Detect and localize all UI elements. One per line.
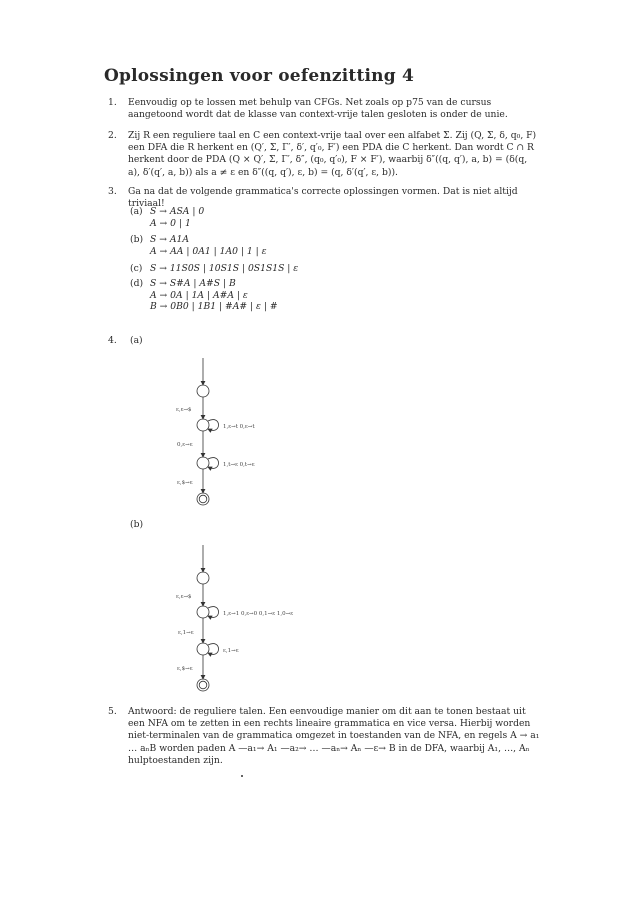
question-text: Eenvoudig op te lossen met behulp van CFGs. Net zoals op p75 van de cursus aangetoond wordt dat de klasse van context-vrije talen gesloten is onder de unie.	[128, 97, 508, 121]
loop-label: ε,1→ε	[223, 648, 239, 654]
pda-diagram-b	[197, 545, 219, 691]
question-text: Ga na dat de volgende grammatica's correcte oplossingen vormen. Dat is niet altijd triviaal!	[128, 186, 518, 210]
state-node	[197, 606, 209, 618]
page-title: Oplossingen voor oefenzitting 4	[104, 66, 414, 86]
grammar-label: (d)	[130, 278, 144, 289]
edge-label: ε,$→ε	[177, 480, 193, 486]
loop-arrow	[208, 458, 219, 469]
loop-label: 1,ε→t 0,ε→t	[223, 424, 255, 430]
grammar-rule: S → A1A	[150, 234, 189, 245]
grammar-rule: S → 11S0S | 10S1S | 0S1S1S | ε	[150, 263, 299, 274]
accept-state-inner	[199, 681, 207, 689]
state-node	[197, 457, 209, 469]
question-text: Antwoord: de reguliere talen. Een eenvoudige manier om dit aan te tonen bestaat uit een NFA om te zetten in een rechts lineaire grammatica en vice versa. Hierbij worden niet-terminalen van de grammatica omgezet in toestanden van de NFA, en regels A → a₁ … aₙB worden paden A —a₁→ A₁ —a₂→ … —aₙ→ Aₙ —ε→ B in de DFA, waarbij A₁, …, Aₙ hulptoestanden zijn.	[128, 706, 540, 766]
loop-arrow	[208, 644, 219, 655]
edge-label: ε,$→ε	[177, 666, 193, 672]
question-number: 1.	[108, 97, 117, 108]
grammar-rule: S → S#A | A#S | B	[150, 278, 236, 289]
loop-arrow	[208, 420, 219, 431]
question-text: Zij R een reguliere taal en C een context-vrije taal over een alfabet Σ. Zij (Q, Σ, δ, q₀, F) een DFA die R herkent en (Q′, Σ, Γ′, δ′, q′₀, F′) een PDA die C herkent. Dan wordt C ∩ R herkent door de PDA (Q × Q′, Σ, Γ′, δ″, (q₀, q′₀), F × F′), waarbij δ″((q, q′), a, b) = (δ(q, a), δ′(q′, a, b)) als a ≠ ε en δ″((q, q′), ε, b) = (q, δ′(q′, ε, b)).	[128, 130, 537, 178]
grammar-rule: B → 0B0 | 1B1 | #A# | ε | #	[150, 301, 278, 313]
stray-mark	[241, 775, 243, 777]
loop-label: 1,ε→1 0,ε→0 0,1→ε 1,0→ε	[223, 611, 294, 617]
grammar-rule: S → ASA | 0	[150, 206, 205, 217]
question-number: 5.	[108, 706, 117, 717]
grammar-rule: A → 0 | 1	[150, 217, 191, 229]
diagram-label-a: (a)	[130, 335, 143, 346]
edge-label: ε,ε→$	[176, 594, 192, 600]
grammar-rule: A → 0A | 1A | A#A | ε	[150, 289, 248, 301]
grammar-label: (a)	[130, 206, 143, 217]
accept-state-inner	[199, 495, 207, 503]
diagram-label-b: (b)	[130, 519, 144, 530]
pda-diagram-a	[197, 358, 219, 505]
question-number: 4.	[108, 335, 117, 346]
grammar-label: (c)	[130, 263, 143, 274]
state-node	[197, 643, 209, 655]
state-node	[197, 419, 209, 431]
grammar-label: (b)	[130, 234, 144, 245]
edge-label: ε,1→ε	[178, 630, 194, 636]
question-number: 3.	[108, 186, 117, 197]
state-node	[197, 385, 209, 397]
loop-arrow	[208, 607, 219, 618]
question-number: 2.	[108, 130, 117, 141]
state-node	[197, 572, 209, 584]
loop-label: 1,t→ε 0,t→ε	[223, 462, 255, 468]
edge-label: ε,ε→$	[176, 407, 192, 413]
grammar-rule: A → AA | 0A1 | 1A0 | 1 | ε	[150, 245, 267, 257]
edge-label: 0,ε→ε	[177, 442, 193, 448]
question-5	[108, 706, 540, 767]
